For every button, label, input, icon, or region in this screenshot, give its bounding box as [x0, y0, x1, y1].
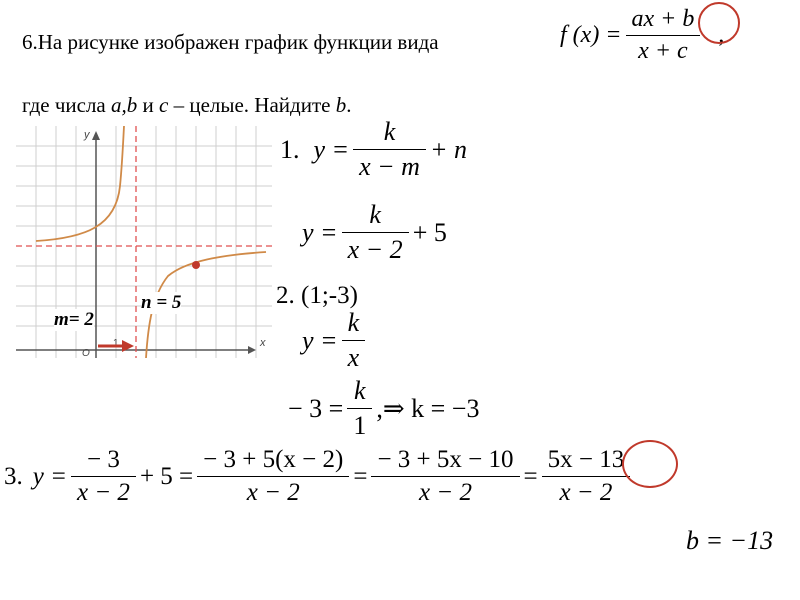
line2-var-c: c [159, 93, 169, 117]
step3-plus5: + 5 = [139, 462, 194, 490]
step1b-equation [302, 200, 447, 265]
step2b-lhs: − 3 = [288, 393, 344, 423]
step2b-equation [288, 376, 479, 441]
step3-lhs: y = [32, 462, 67, 490]
step3-label: 3. [4, 462, 23, 490]
problem-text: На рисунке изображен график функции вида [37, 30, 439, 54]
step3-f2-numerator: − 3 + 5(x − 2) [203, 446, 344, 473]
function-fraction [626, 6, 701, 65]
line2-var-b: b [335, 93, 347, 117]
step1-equation [280, 117, 467, 182]
x-axis-arrow [248, 346, 256, 354]
b-highlight-circle-top [698, 2, 740, 44]
function-denominator: x + c [638, 38, 688, 64]
step1-lhs: y = [313, 134, 350, 164]
step3-f4-numerator: 5x − 13 [547, 446, 625, 473]
step1b-tail: + 5 [412, 217, 447, 247]
step3-equation [4, 446, 634, 507]
step1b-fraction [342, 200, 409, 265]
step3-eq3: = [523, 462, 538, 490]
m-label: m= 2 [54, 309, 94, 330]
step2-fraction [342, 308, 366, 373]
function-lhs: f (x) = [560, 22, 622, 48]
step3-f1-numerator: − 3 [87, 446, 120, 473]
step3-f2-denominator: x − 2 [246, 479, 300, 506]
line2-text-d: – целые. Найдите [168, 93, 336, 117]
step2b-denominator: 1 [353, 411, 367, 440]
step2-numerator: k [347, 308, 360, 337]
answer: b = −13 [686, 526, 774, 555]
line2-text-b: и [137, 93, 159, 117]
problem-line-1 [22, 30, 439, 55]
step2b-tail: ,⇒ k = −3 [376, 393, 480, 423]
origin-label: O [82, 348, 90, 358]
y-axis-label: y [84, 129, 90, 141]
step1b-numerator: k [369, 200, 381, 229]
step3-fraction-4 [542, 446, 631, 507]
x-axis-label: x [260, 337, 266, 349]
step3-fraction-2 [197, 446, 349, 507]
problem-line-2 [22, 93, 351, 118]
step3-eq2: = [353, 462, 368, 490]
step2-denominator: x [347, 343, 360, 372]
step3-fraction-1 [71, 446, 136, 507]
step1b-lhs: y = [302, 217, 338, 247]
n-label: n = 5 [141, 292, 182, 313]
step1-label: 1. [280, 134, 300, 164]
step1-numerator: k [383, 117, 396, 146]
step1b-denominator: x − 2 [347, 235, 403, 264]
line2-period: . [346, 93, 352, 117]
step2-lhs: y = [302, 325, 338, 355]
step1-tail: + n [429, 134, 468, 164]
line2-text-a: где числа [22, 93, 111, 117]
step3-f4-denominator: x − 2 [559, 479, 613, 506]
function-numerator: ax + b [631, 6, 695, 32]
step3-fraction-3 [371, 446, 519, 507]
step3-f1-denominator: x − 2 [76, 479, 130, 506]
step1-fraction [353, 117, 426, 182]
step3-f3-numerator: − 3 + 5x − 10 [377, 446, 514, 473]
function-comma: , [718, 22, 725, 48]
minus13-highlight-circle [622, 440, 678, 488]
step2-equation [302, 308, 369, 373]
step3-f3-denominator: x − 2 [419, 479, 472, 506]
step2-label: 2. (1;-3) [276, 282, 358, 309]
problem-number: 6. [22, 30, 38, 54]
hyperbola-left-branch [36, 126, 124, 241]
step1-denominator: x − m [359, 152, 420, 181]
tick-one-label: 1 [113, 338, 119, 349]
y-axis-arrow [92, 131, 100, 140]
line2-vars: a,b [111, 93, 138, 117]
point-marker [192, 261, 200, 269]
step2b-numerator: k [354, 376, 366, 405]
step2b-fraction [347, 376, 372, 441]
